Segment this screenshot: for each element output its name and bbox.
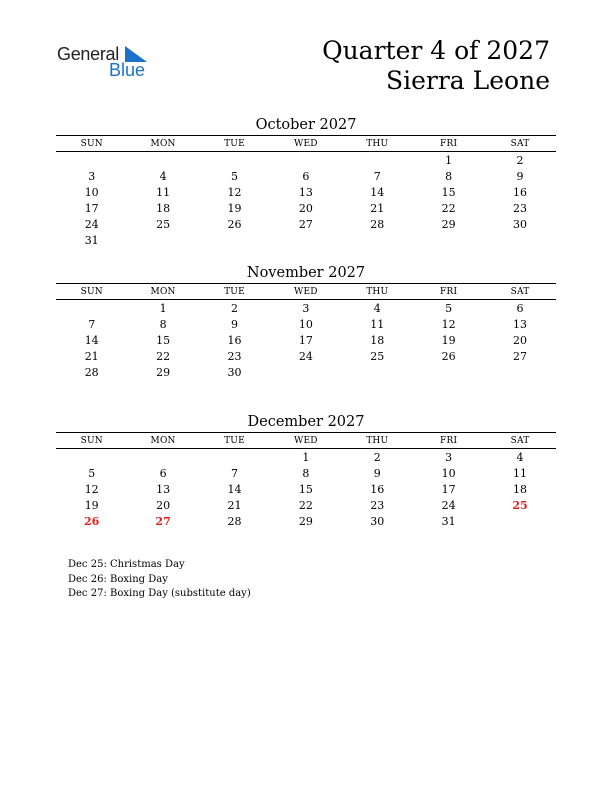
weekday-sat: SAT <box>510 138 530 149</box>
week-row <box>56 481 556 497</box>
week-row <box>56 168 556 184</box>
month-grid <box>56 152 556 248</box>
day-cell: 5 <box>230 169 238 183</box>
week-row <box>56 364 556 380</box>
day-cell: 28 <box>370 217 385 231</box>
weekday-tue: TUE <box>224 138 245 149</box>
holiday-note: Dec 25: Christmas Day <box>68 559 185 570</box>
day-cell: 3 <box>302 301 310 315</box>
day-cell: 2 <box>373 450 381 464</box>
weekday-wed: WED <box>294 138 318 149</box>
day-cell: 8 <box>445 169 453 183</box>
week-row <box>56 216 556 232</box>
day-cell: 3 <box>88 169 96 183</box>
day-cell: 13 <box>156 482 171 496</box>
week-row <box>56 200 556 216</box>
weekday-sat: SAT <box>510 286 530 297</box>
week-row <box>56 348 556 364</box>
day-cell: 22 <box>441 201 456 215</box>
day-cell: 6 <box>159 466 167 480</box>
day-cell: 24 <box>298 349 313 363</box>
day-cell: 5 <box>88 466 96 480</box>
day-cell: 8 <box>302 466 310 480</box>
day-cell: 3 <box>445 450 453 464</box>
weekday-thu: THU <box>366 138 389 149</box>
day-cell: 11 <box>513 466 528 480</box>
month-title: December 2027 <box>247 414 365 430</box>
day-cell: 19 <box>227 201 242 215</box>
day-cell: 17 <box>298 333 313 347</box>
day-cell: 1 <box>159 301 167 315</box>
weekday-fri: FRI <box>440 138 458 149</box>
month-october <box>56 115 556 248</box>
day-cell: 7 <box>373 169 381 183</box>
weekday-mon: MON <box>150 286 176 297</box>
weekday-header <box>56 135 556 152</box>
weekday-mon: MON <box>150 435 176 446</box>
weekday-sun: SUN <box>80 435 103 446</box>
day-cell: 15 <box>441 185 456 199</box>
holiday-note: Dec 27: Boxing Day (substitute day) <box>68 588 251 599</box>
day-cell: 30 <box>227 365 242 379</box>
day-cell: 2 <box>516 153 524 167</box>
page-title <box>322 36 550 96</box>
day-cell: 16 <box>227 333 242 347</box>
week-row <box>56 232 556 248</box>
week-row <box>56 184 556 200</box>
week-row <box>56 465 556 481</box>
week-row <box>56 152 556 168</box>
day-cell: 29 <box>156 365 171 379</box>
day-cell: 29 <box>298 514 313 528</box>
day-cell: 21 <box>227 498 242 512</box>
day-cell: 10 <box>298 317 313 331</box>
day-cell: 17 <box>441 482 456 496</box>
day-cell: 28 <box>227 514 242 528</box>
day-cell: 21 <box>370 201 385 215</box>
day-cell: 20 <box>156 498 171 512</box>
weekday-wed: WED <box>294 286 318 297</box>
day-cell: 12 <box>441 317 456 331</box>
day-cell: 28 <box>84 365 99 379</box>
day-cell: 25 <box>370 349 385 363</box>
day-cell: 14 <box>370 185 385 199</box>
day-cell: 31 <box>441 514 456 528</box>
day-cell: 11 <box>156 185 171 199</box>
week-row <box>56 449 556 465</box>
day-cell: 24 <box>84 217 99 231</box>
day-cell: 12 <box>84 482 99 496</box>
holiday-notes <box>68 558 251 602</box>
logo-blue-text: Blue <box>109 60 146 80</box>
day-cell: 17 <box>84 201 99 215</box>
day-cell: 6 <box>302 169 310 183</box>
day-cell: 14 <box>227 482 242 496</box>
day-cell: 16 <box>370 482 385 496</box>
weekday-thu: THU <box>366 435 389 446</box>
day-cell: 8 <box>159 317 167 331</box>
day-cell: 14 <box>84 333 99 347</box>
holiday-note: Dec 26: Boxing Day <box>68 573 168 585</box>
day-cell: 23 <box>370 498 385 512</box>
day-cell: 27 <box>298 217 313 231</box>
day-cell: 20 <box>298 201 313 215</box>
weekday-thu: THU <box>366 286 389 297</box>
day-cell: 26 <box>441 349 456 363</box>
month-title: October 2027 <box>255 117 357 133</box>
logo-general-text: General <box>57 44 119 64</box>
week-row <box>56 300 556 316</box>
day-cell: 6 <box>516 301 524 315</box>
month-grid <box>56 300 556 380</box>
day-cell: 30 <box>513 217 528 231</box>
day-cell: 11 <box>370 317 385 331</box>
day-cell: 12 <box>227 185 242 199</box>
week-row <box>56 332 556 348</box>
day-cell: 23 <box>227 349 242 363</box>
weekday-tue: TUE <box>224 286 245 297</box>
day-cell: 5 <box>445 301 453 315</box>
weekday-header <box>56 432 556 449</box>
weekday-fri: FRI <box>440 286 458 297</box>
day-cell: 31 <box>84 233 99 247</box>
day-cell: 24 <box>441 498 456 512</box>
day-cell: 2 <box>230 301 238 315</box>
day-cell: 22 <box>298 498 313 512</box>
day-cell: 23 <box>513 201 528 215</box>
weekday-fri: FRI <box>440 435 458 446</box>
day-cell: 25 <box>156 217 171 231</box>
day-cell: 20 <box>513 333 528 347</box>
weekday-mon: MON <box>150 138 176 149</box>
day-cell: 13 <box>298 185 313 199</box>
day-cell: 9 <box>230 317 238 331</box>
day-cell: 29 <box>441 217 456 231</box>
day-cell: 7 <box>230 466 238 480</box>
weekday-wed: WED <box>294 435 318 446</box>
weekday-header <box>56 283 556 300</box>
day-cell: 9 <box>516 169 524 183</box>
week-row <box>56 497 556 513</box>
day-cell: 27 <box>513 349 528 363</box>
title-quarter: Quarter 4 of 2027 <box>322 36 550 65</box>
day-cell: 18 <box>156 201 171 215</box>
weekday-sun: SUN <box>80 286 103 297</box>
weekday-tue: TUE <box>224 435 245 446</box>
day-cell: 4 <box>373 301 381 315</box>
weekday-sun: SUN <box>80 138 103 149</box>
month-title: November 2027 <box>246 265 366 281</box>
day-cell: 9 <box>373 466 381 480</box>
day-cell: 19 <box>441 333 456 347</box>
day-cell: 22 <box>156 349 171 363</box>
day-cell: 4 <box>159 169 167 183</box>
day-cell: 4 <box>516 450 524 464</box>
holiday-day-cell: 27 <box>155 514 171 528</box>
day-cell: 21 <box>84 349 99 363</box>
month-december <box>56 412 556 529</box>
month-november <box>56 263 556 380</box>
day-cell: 16 <box>513 185 528 199</box>
day-cell: 18 <box>370 333 385 347</box>
week-row <box>56 316 556 332</box>
day-cell: 15 <box>156 333 171 347</box>
day-cell: 26 <box>227 217 242 231</box>
day-cell: 18 <box>513 482 528 496</box>
day-cell: 1 <box>302 450 310 464</box>
month-grid <box>56 449 556 529</box>
holiday-day-cell: 26 <box>84 514 100 528</box>
day-cell: 19 <box>84 498 99 512</box>
day-cell: 10 <box>84 185 99 199</box>
day-cell: 7 <box>88 317 96 331</box>
weekday-sat: SAT <box>510 435 530 446</box>
day-cell: 13 <box>513 317 528 331</box>
week-row <box>56 513 556 529</box>
day-cell: 10 <box>441 466 456 480</box>
logo <box>57 44 157 84</box>
day-cell: 15 <box>298 482 313 496</box>
day-cell: 30 <box>370 514 385 528</box>
day-cell: 1 <box>445 153 453 167</box>
title-country: Sierra Leone <box>385 66 550 95</box>
holiday-day-cell: 25 <box>512 498 528 512</box>
